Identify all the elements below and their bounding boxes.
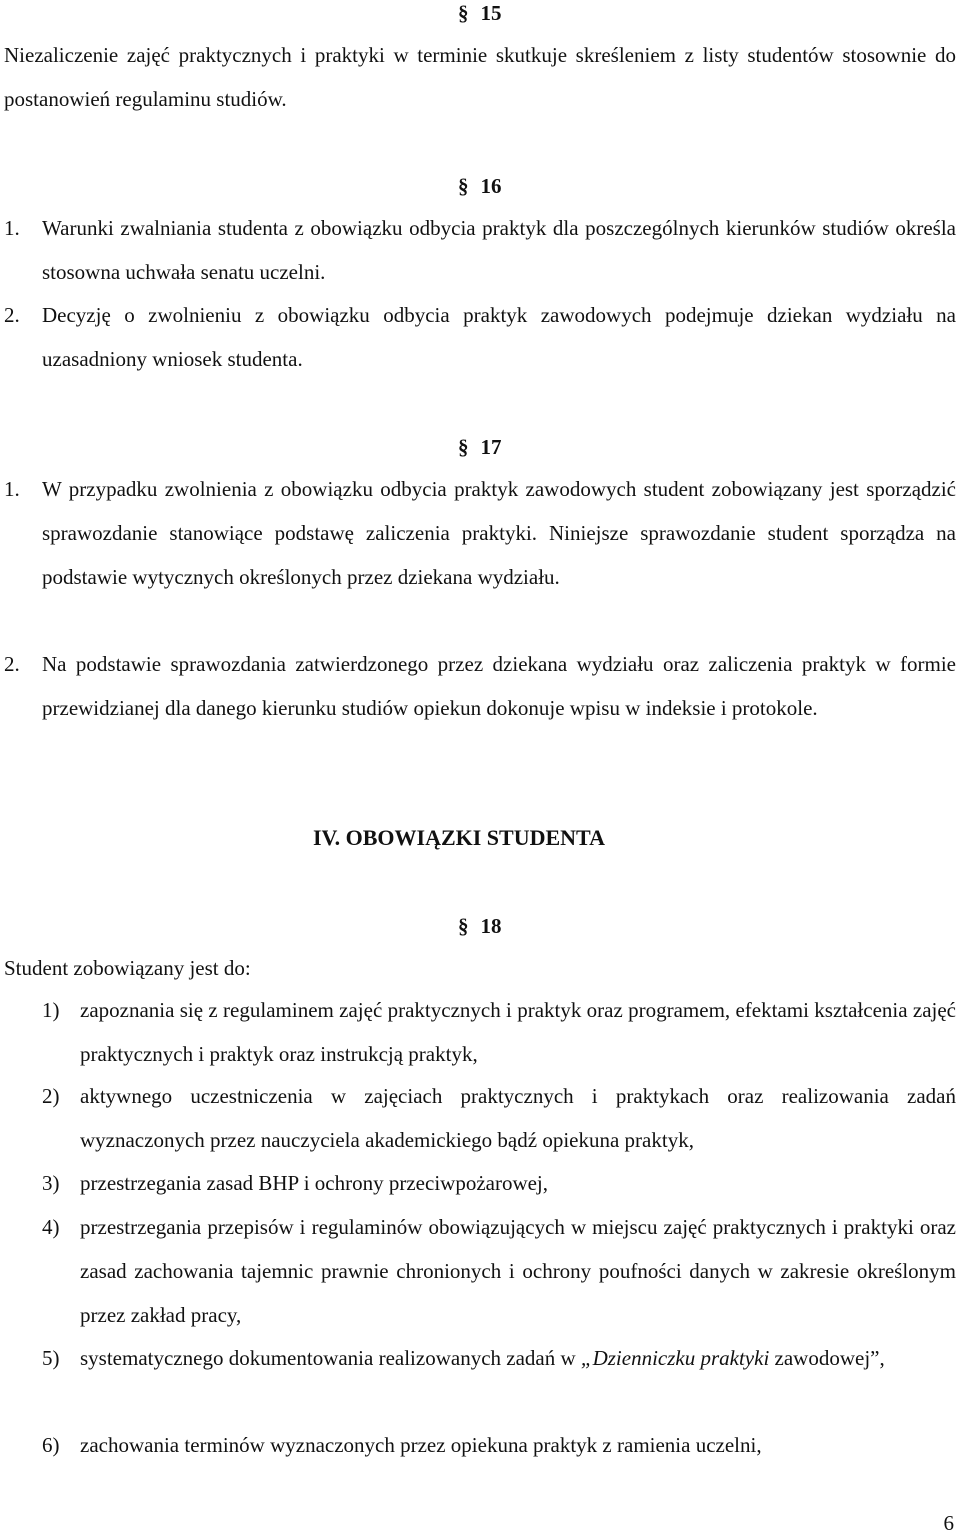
section-number: 17: [480, 435, 502, 459]
item-text: przestrzegania zasad BHP i ochrony przeciwpożarowej,: [80, 1171, 549, 1195]
page-number: 6: [943, 1511, 954, 1535]
section-number: 15: [480, 1, 502, 25]
item-text-italic: „Dzienniczku praktyki: [580, 1346, 770, 1370]
item-number: 6): [42, 1433, 60, 1457]
item-number: 1.: [4, 477, 20, 501]
section-15-paragraph: Niezaliczenie zajęć praktycznych i praktyki w terminie skutkuje skreśleniem z listy studentów stosownie do postanowień regulaminu studiów.: [4, 43, 956, 111]
item-text: W przypadku zwolnienia z obowiązku odbycia praktyk zawodowych student zobowiązany jest sporządzić sprawozdanie stanowiące podstawę zaliczenia praktyki. Niniejsze sprawozdanie student sporządza na podstawie wytycznych określonych przez dziekana wydziału.: [42, 477, 956, 589]
section-sign: §: [458, 174, 469, 198]
item-text: Warunki zwalniania studenta z obowiązku odbycia praktyk dla poszczególnych kierunków studiów określa stosowna uchwała senatu uczelni.: [42, 216, 956, 284]
item-number: 5): [42, 1346, 60, 1370]
section-18-heading: [458, 914, 502, 938]
item-text: Na podstawie sprawozdania zatwierdzonego przez dziekana wydziału oraz zaliczenia praktyk w formie przewidzianej dla danego kierunku studiów opiekun dokonuje wpisu w indeksie i protokole.: [42, 652, 956, 720]
item-text: przestrzegania przepisów i regulaminów obowiązujących w miejscu zajęć praktycznych i praktyki oraz zasad zachowania tajemnic prawnie chronionych i ochrony poufności danych w zakresie określonym przez zakład pracy,: [80, 1215, 956, 1327]
item-number: 2.: [4, 652, 20, 676]
item-text: aktywnego uczestniczenia w zajęciach praktycznych i praktykach oraz realizowania zadań wyznaczonych przez nauczyciela akademickiego bądź opiekuna praktyk,: [80, 1084, 956, 1152]
section-sign: §: [458, 914, 469, 938]
item-text: [80, 1336, 956, 1380]
item-number: 3): [42, 1171, 60, 1195]
section-number: 18: [480, 914, 502, 938]
item-number: 2): [42, 1084, 60, 1108]
item-text-part: zawodowej”,: [769, 1346, 885, 1370]
item-text-part: systematycznego dokumentowania realizowanych zadań w: [80, 1346, 581, 1370]
section-sign: §: [458, 435, 469, 459]
item-text: zachowania terminów wyznaczonych przez opiekuna praktyk z ramienia uczelni,: [80, 1433, 762, 1457]
section-15-heading: [458, 1, 502, 25]
chapter-heading: IV. OBOWIĄZKI STUDENTA: [313, 825, 605, 850]
section-16-heading: [458, 174, 502, 198]
item-text: Decyzję o zwolnieniu z obowiązku odbycia praktyk zawodowych podejmuje dziekan wydziału na uzasadniony wniosek studenta.: [42, 303, 956, 371]
item-number: 1): [42, 998, 60, 1022]
section-17-heading: [458, 435, 502, 459]
section-18-intro: Student zobowiązany jest do:: [4, 956, 251, 980]
item-number: 1.: [4, 216, 20, 240]
item-number: 4): [42, 1215, 60, 1239]
section-sign: §: [458, 1, 469, 25]
section-number: 16: [480, 174, 502, 198]
item-number: 2.: [4, 303, 20, 327]
item-text: zapoznania się z regulaminem zajęć praktycznych i praktyk oraz programem, efektami kształcenia zajęć praktycznych i praktyk oraz instrukcją praktyk,: [80, 998, 956, 1066]
